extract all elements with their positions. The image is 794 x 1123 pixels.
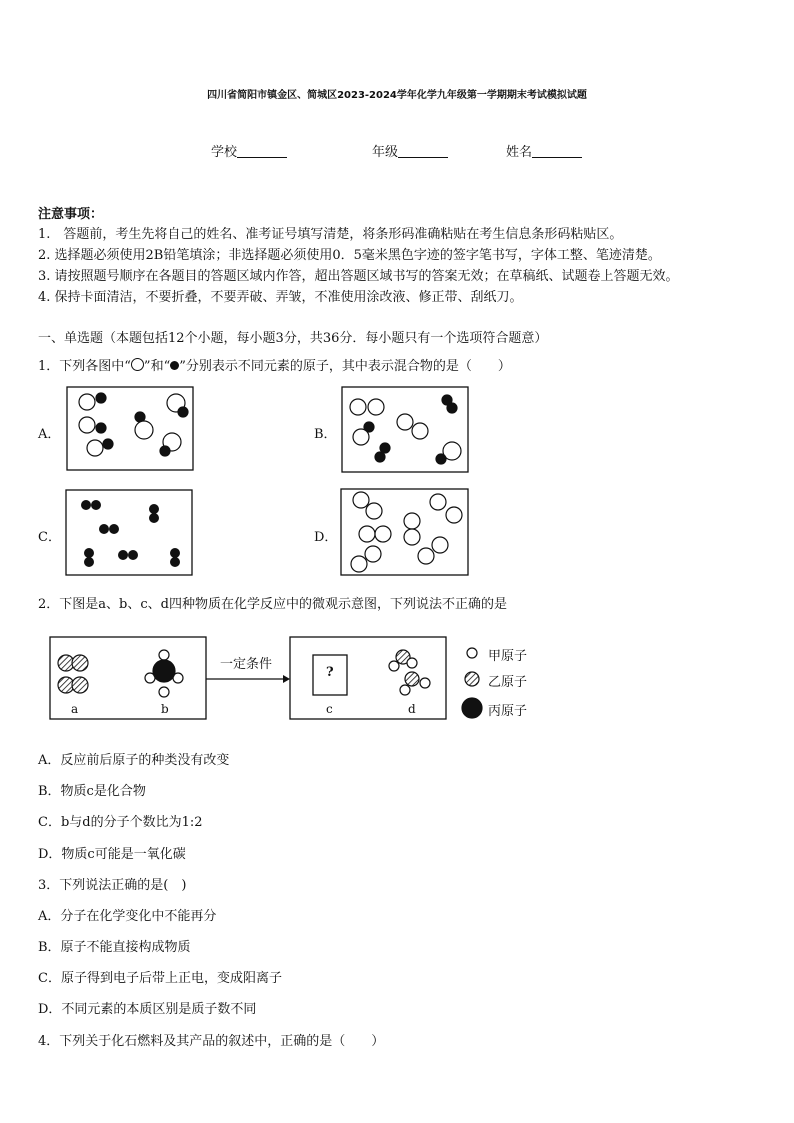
q2-option-c[interactable]: C．b与d的分子个数比为1:2 bbox=[38, 815, 203, 830]
school-label: 学校 bbox=[211, 145, 238, 160]
section-heading: 一、单选题（本题包括12个小题，每小题3分，共36分．每小题只有一个选项符合题意） bbox=[38, 331, 548, 346]
note-item: 1. 答题前，考生先将自己的姓名、准考证号填写清楚，将条形码准确粘贴在考生信息条形码粘贴区。 bbox=[38, 227, 623, 242]
note-item: 3. 请按照题号顺序在各题目的答题区域内作答，超出答题区域书写的答案无效；在草稿纸、试题卷上答题无效。 bbox=[38, 269, 679, 284]
q2-option-a[interactable]: A．反应前后原子的种类没有改变 bbox=[38, 753, 230, 768]
reaction-condition: 一定条件 bbox=[220, 657, 273, 672]
unknown-symbol: ? bbox=[326, 665, 334, 680]
option-a-particles bbox=[79, 393, 188, 456]
notes-heading: 注意事项： bbox=[38, 207, 104, 222]
legend-yi: 乙原子 bbox=[488, 675, 528, 690]
note-item: 4. 保持卡面清洁，不要折叠，不要弄破、弄皱，不准使用涂改液、修正带、刮纸刀。 bbox=[38, 290, 523, 305]
legend-symbols bbox=[462, 648, 482, 718]
question-3-stem: 3．下列说法正确的是( ) bbox=[38, 878, 187, 893]
molecule-b bbox=[145, 650, 183, 697]
option-b-label: B． bbox=[314, 427, 337, 442]
question-1-stem: 1．下列各图中“ ”和“ ”分别表示不同元素的原子，其中表示混合物的是（ ） bbox=[38, 359, 511, 374]
name-label: 姓名 bbox=[506, 145, 533, 160]
tag-b: b bbox=[161, 702, 169, 716]
legend-bing: 丙原子 bbox=[488, 704, 528, 719]
option-a-label: A． bbox=[38, 427, 61, 442]
question-2-stem: 2．下图是a、b、c、d四种物质在化学反应中的微观示意图，下列说法不正确的是 bbox=[38, 597, 507, 612]
molecule-a bbox=[58, 655, 88, 693]
q2-option-d[interactable]: D．物质c可能是一氧化碳 bbox=[38, 847, 186, 862]
q3-option-b[interactable]: B．原子不能直接构成物质 bbox=[38, 940, 191, 955]
tag-a: a bbox=[71, 702, 79, 716]
option-c-label: C． bbox=[38, 530, 61, 545]
option-d-particles bbox=[351, 492, 462, 572]
q3-option-d[interactable]: D．不同元素的本质区别是质子数不同 bbox=[38, 1002, 257, 1017]
q3-option-a[interactable]: A．分子在化学变化中不能再分 bbox=[38, 909, 217, 924]
legend-jia: 甲原子 bbox=[488, 649, 528, 664]
option-c-particles bbox=[81, 500, 180, 567]
option-d-label: D． bbox=[314, 530, 338, 545]
tag-c: c bbox=[326, 702, 333, 716]
question-4-stem: 4．下列关于化石燃料及其产品的叙述中，正确的是（ ） bbox=[38, 1034, 385, 1049]
tag-d: d bbox=[408, 702, 416, 716]
q2-option-b[interactable]: B．物质c是化合物 bbox=[38, 784, 146, 799]
note-item: 2. 选择题必须使用2B铅笔填涂；非选择题必须使用0．5毫米黑色字迹的签字笔书写，字体工整、笔迹清楚。 bbox=[38, 248, 661, 263]
page-title: 四川省简阳市镇金区、简城区2023-2024学年化学九年级第一学期期末考试模拟试题 bbox=[207, 90, 587, 101]
q3-option-c[interactable]: C．原子得到电子后带上正电，变成阳离子 bbox=[38, 971, 282, 986]
molecule-d bbox=[389, 650, 430, 695]
grade-label: 年级 bbox=[372, 145, 399, 160]
option-b-particles bbox=[350, 395, 461, 464]
